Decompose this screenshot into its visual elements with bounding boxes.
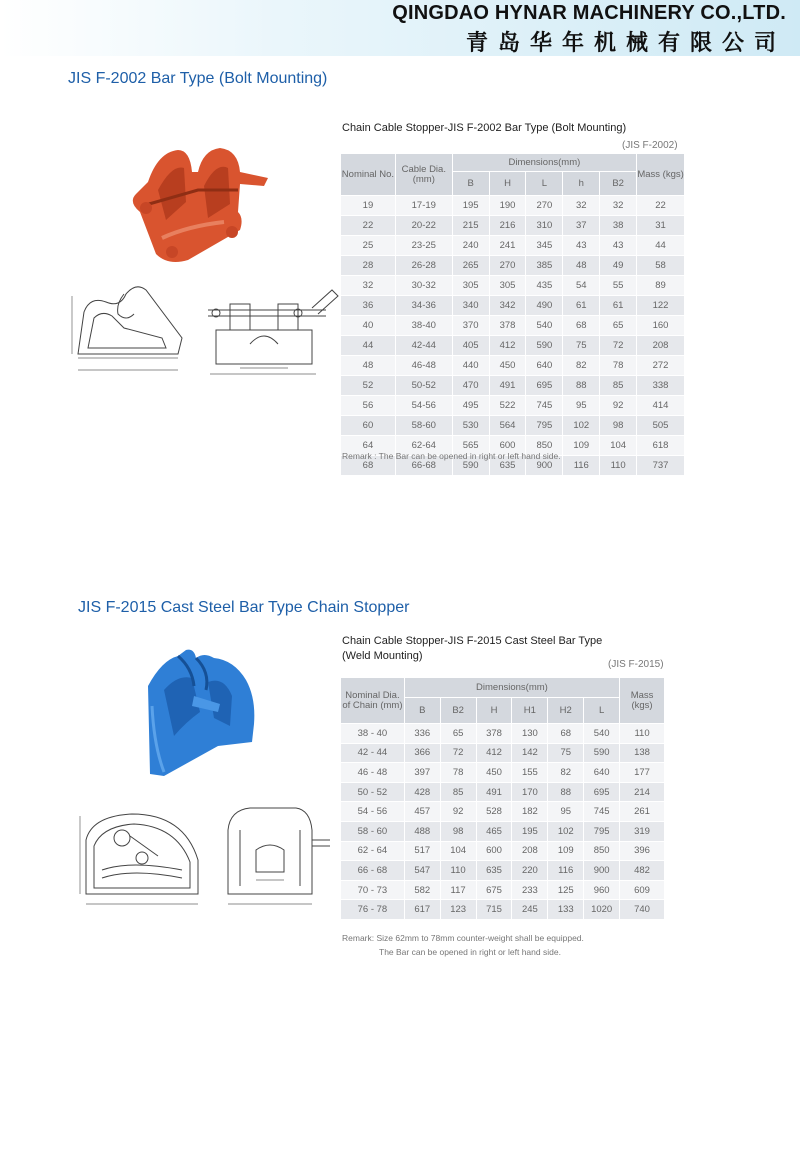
table-cell: 440 (452, 356, 489, 376)
section2-standard-label: (JIS F-2015) (608, 659, 664, 670)
table-cell: 78 (440, 763, 476, 783)
table-cell: 345 (526, 236, 563, 256)
table-cell: 28 (341, 256, 396, 276)
table-cell: 177 (620, 763, 665, 783)
section2-table-caption-line2: (Weld Mounting) (342, 650, 423, 662)
table-cell: 88 (548, 782, 584, 802)
table-cell: 43 (600, 236, 637, 256)
table-cell: 600 (476, 841, 512, 861)
table-row (341, 763, 665, 783)
table-cell: 270 (489, 256, 526, 276)
table-cell: 195 (512, 821, 548, 841)
table-cell: 123 (440, 900, 476, 920)
column-header-l: L (584, 698, 620, 724)
table-cell: 62-64 (395, 436, 452, 456)
table-cell: 48 (341, 356, 396, 376)
table-cell: 590 (452, 456, 489, 476)
table-cell: 490 (526, 296, 563, 316)
column-header-b2: B2 (440, 698, 476, 724)
table-cell: 46 - 48 (341, 763, 405, 783)
table-cell: 49 (600, 256, 637, 276)
table-row (341, 900, 665, 920)
section1-title: JIS F-2002 Bar Type (Bolt Mounting) (68, 70, 328, 87)
section1-remark: Remark : The Bar can be opened in right or left hand side. (342, 451, 561, 461)
table-row (341, 196, 685, 216)
table-cell: 215 (452, 216, 489, 236)
table-cell: 40 (341, 316, 396, 336)
bolt-mounting-stopper-photo (128, 142, 268, 272)
table-cell: 138 (620, 743, 665, 763)
table-cell: 68 (341, 456, 396, 476)
table-cell: 540 (584, 724, 620, 744)
table-row (341, 841, 665, 861)
page-header (0, 0, 800, 56)
table-cell: 182 (512, 802, 548, 822)
table-cell: 412 (476, 743, 512, 763)
table-cell: 565 (452, 436, 489, 456)
table-cell: 116 (548, 861, 584, 881)
column-header-b: B (404, 698, 440, 724)
bolt-mounting-side-drawing (66, 282, 190, 380)
table-cell: 795 (584, 821, 620, 841)
table-cell: 609 (620, 880, 665, 900)
table-cell: 37 (563, 216, 600, 236)
table-cell: 635 (489, 456, 526, 476)
table-cell: 495 (452, 396, 489, 416)
table-cell: 75 (548, 743, 584, 763)
table-cell: 133 (548, 900, 584, 920)
table-cell: 340 (452, 296, 489, 316)
column-header-cable-dia: Cable Dia. (mm) (395, 154, 452, 196)
table-row (341, 880, 665, 900)
table-cell: 109 (563, 436, 600, 456)
table-cell: 319 (620, 821, 665, 841)
table-cell: 1020 (584, 900, 620, 920)
table-cell: 900 (526, 456, 563, 476)
table-cell: 795 (526, 416, 563, 436)
table-cell: 450 (489, 356, 526, 376)
table-cell: 38 - 40 (341, 724, 405, 744)
column-header-dimensions: Dimensions(mm) (404, 678, 619, 698)
table-row (341, 316, 685, 336)
table-cell: 618 (637, 436, 685, 456)
table-cell: 60 (341, 416, 396, 436)
table-cell: 170 (512, 782, 548, 802)
table-cell: 20-22 (395, 216, 452, 236)
table-cell: 450 (476, 763, 512, 783)
table-row (341, 296, 685, 316)
table-row (341, 861, 665, 881)
table-cell: 36 (341, 296, 396, 316)
section2-title: JIS F-2015 Cast Steel Bar Type Chain Stopper (78, 599, 410, 616)
table-cell: 517 (404, 841, 440, 861)
table-row (341, 821, 665, 841)
table-cell: 428 (404, 782, 440, 802)
section2-table-caption-line1: Chain Cable Stopper-JIS F-2015 Cast Steel Bar Type (342, 635, 603, 647)
table-cell: 19 (341, 196, 396, 216)
table-cell: 305 (452, 276, 489, 296)
table-cell: 102 (563, 416, 600, 436)
table-cell: 522 (489, 396, 526, 416)
table-cell: 56 (341, 396, 396, 416)
table-cell: 89 (637, 276, 685, 296)
table-row (341, 376, 685, 396)
table-cell: 465 (476, 821, 512, 841)
table-cell: 385 (526, 256, 563, 276)
table-cell: 310 (526, 216, 563, 236)
table-cell: 617 (404, 900, 440, 920)
table-cell: 61 (563, 296, 600, 316)
table-cell: 22 (341, 216, 396, 236)
table-cell: 590 (526, 336, 563, 356)
table-cell: 214 (620, 782, 665, 802)
table-cell: 26-28 (395, 256, 452, 276)
table-cell: 488 (404, 821, 440, 841)
table-cell: 85 (440, 782, 476, 802)
column-header-b: B (452, 172, 489, 196)
table-cell: 70 - 73 (341, 880, 405, 900)
table-cell: 110 (620, 724, 665, 744)
table-cell: 54 (563, 276, 600, 296)
table-cell: 640 (584, 763, 620, 783)
weld-mounting-side-drawing (72, 800, 212, 910)
table-cell: 336 (404, 724, 440, 744)
table-row (341, 356, 685, 376)
table-row (341, 802, 665, 822)
table-row (341, 724, 665, 744)
company-name-english: QINGDAO HYNAR MACHINERY CO.,LTD. (392, 2, 786, 24)
table-cell: 125 (548, 880, 584, 900)
table-cell: 261 (620, 802, 665, 822)
column-header-nominal-dia: Nominal Dia. of Chain (mm) (341, 678, 405, 724)
table-cell: 72 (440, 743, 476, 763)
table-row (341, 256, 685, 276)
table-cell: 42 - 44 (341, 743, 405, 763)
column-header-h: H (476, 698, 512, 724)
table-cell: 338 (637, 376, 685, 396)
section2-remark-line1: Remark: Size 62mm to 78mm counter-weight shall be equipped. (342, 933, 584, 943)
table-cell: 54 - 56 (341, 802, 405, 822)
column-header-h2: H2 (548, 698, 584, 724)
table-cell: 102 (548, 821, 584, 841)
table-cell: 265 (452, 256, 489, 276)
table-cell: 582 (404, 880, 440, 900)
table-cell: 491 (476, 782, 512, 802)
company-name-chinese: 青岛华年机械有限公司 (465, 31, 786, 56)
table-cell: 590 (584, 743, 620, 763)
table-cell: 540 (526, 316, 563, 336)
table-cell: 23-25 (395, 236, 452, 256)
column-header-mass: Mass (kgs) (637, 154, 685, 196)
section1-table-caption: Chain Cable Stopper-JIS F-2002 Bar Type (Bolt Mounting) (342, 122, 627, 134)
table-cell: 190 (489, 196, 526, 216)
table-cell: 48 (563, 256, 600, 276)
table-row (341, 276, 685, 296)
table-cell: 65 (600, 316, 637, 336)
table-cell: 482 (620, 861, 665, 881)
table-cell: 130 (512, 724, 548, 744)
table-cell: 220 (512, 861, 548, 881)
table-cell: 58 - 60 (341, 821, 405, 841)
table-cell: 110 (440, 861, 476, 881)
table-row (341, 396, 685, 416)
table-cell: 378 (476, 724, 512, 744)
column-header-h1: H1 (512, 698, 548, 724)
table-cell: 396 (620, 841, 665, 861)
table-cell: 92 (440, 802, 476, 822)
table-cell: 38-40 (395, 316, 452, 336)
table-cell: 370 (452, 316, 489, 336)
table-cell: 305 (489, 276, 526, 296)
table-cell: 95 (548, 802, 584, 822)
table-cell: 435 (526, 276, 563, 296)
table-cell: 635 (476, 861, 512, 881)
table-cell: 32 (563, 196, 600, 216)
table-cell: 82 (563, 356, 600, 376)
table-cell: 62 - 64 (341, 841, 405, 861)
table-cell: 52 (341, 376, 396, 396)
table-cell: 122 (637, 296, 685, 316)
table-cell: 65 (440, 724, 476, 744)
table-cell: 42-44 (395, 336, 452, 356)
table-cell: 640 (526, 356, 563, 376)
column-header-nominal-no: Nominal No. (341, 154, 396, 196)
table-cell: 528 (476, 802, 512, 822)
table-cell: 44 (341, 336, 396, 356)
table-row (341, 416, 685, 436)
table-cell: 32 (600, 196, 637, 216)
table-cell: 240 (452, 236, 489, 256)
table-cell: 850 (526, 436, 563, 456)
table-cell: 366 (404, 743, 440, 763)
table-cell: 68 (548, 724, 584, 744)
table-cell: 50 - 52 (341, 782, 405, 802)
table-cell: 58 (637, 256, 685, 276)
table-cell: 64 (341, 436, 396, 456)
table-cell: 61 (600, 296, 637, 316)
table-cell: 31 (637, 216, 685, 236)
table-cell: 104 (440, 841, 476, 861)
column-header-h-small: h (563, 172, 600, 196)
table-cell: 457 (404, 802, 440, 822)
table-cell: 216 (489, 216, 526, 236)
table-row (341, 336, 685, 356)
column-header-b2: B2 (600, 172, 637, 196)
table-cell: 98 (440, 821, 476, 841)
table-row (341, 236, 685, 256)
weld-mounting-front-drawing (214, 800, 334, 910)
weld-mounting-spec-table (340, 677, 665, 920)
table-cell: 34-36 (395, 296, 452, 316)
table-cell: 38 (600, 216, 637, 236)
table-cell: 405 (452, 336, 489, 356)
table-cell: 30-32 (395, 276, 452, 296)
table-cell: 32 (341, 276, 396, 296)
section2-remark-line2: The Bar can be opened in right or left hand side. (379, 947, 561, 957)
table-cell: 55 (600, 276, 637, 296)
table-cell: 68 (563, 316, 600, 336)
table-cell: 470 (452, 376, 489, 396)
table-cell: 155 (512, 763, 548, 783)
table-cell: 378 (489, 316, 526, 336)
table-cell: 208 (512, 841, 548, 861)
table-cell: 117 (440, 880, 476, 900)
table-cell: 98 (600, 416, 637, 436)
bolt-mounting-front-drawing (200, 274, 350, 384)
table-cell: 85 (600, 376, 637, 396)
table-cell: 233 (512, 880, 548, 900)
table-cell: 66 - 68 (341, 861, 405, 881)
table-cell: 95 (563, 396, 600, 416)
table-cell: 412 (489, 336, 526, 356)
table-cell: 530 (452, 416, 489, 436)
table-cell: 50-52 (395, 376, 452, 396)
table-cell: 960 (584, 880, 620, 900)
table-cell: 695 (584, 782, 620, 802)
table-cell: 850 (584, 841, 620, 861)
table-cell: 241 (489, 236, 526, 256)
table-cell: 72 (600, 336, 637, 356)
column-header-mass: Mass (kgs) (620, 678, 665, 724)
table-cell: 245 (512, 900, 548, 920)
table-cell: 43 (563, 236, 600, 256)
table-cell: 505 (637, 416, 685, 436)
column-header-h: H (489, 172, 526, 196)
table-cell: 195 (452, 196, 489, 216)
weld-mounting-stopper-photo (134, 646, 269, 781)
table-cell: 142 (512, 743, 548, 763)
table-cell: 58-60 (395, 416, 452, 436)
table-cell: 22 (637, 196, 685, 216)
table-cell: 270 (526, 196, 563, 216)
table-cell: 414 (637, 396, 685, 416)
table-cell: 160 (637, 316, 685, 336)
table-cell: 66-68 (395, 456, 452, 476)
table-cell: 82 (548, 763, 584, 783)
table-cell: 745 (526, 396, 563, 416)
bolt-mounting-spec-table (340, 153, 685, 476)
column-header-dimensions: Dimensions(mm) (452, 154, 636, 172)
table-cell: 76 - 78 (341, 900, 405, 920)
table-cell: 737 (637, 456, 685, 476)
table-cell: 110 (600, 456, 637, 476)
table-row (341, 216, 685, 236)
column-header-l: L (526, 172, 563, 196)
section1-standard-label: (JIS F-2002) (622, 140, 678, 151)
table-row (341, 743, 665, 763)
table-cell: 46-48 (395, 356, 452, 376)
table-cell: 78 (600, 356, 637, 376)
table-cell: 342 (489, 296, 526, 316)
table-row (341, 782, 665, 802)
table-cell: 745 (584, 802, 620, 822)
table-cell: 900 (584, 861, 620, 881)
table-cell: 715 (476, 900, 512, 920)
table-cell: 564 (489, 416, 526, 436)
table-cell: 92 (600, 396, 637, 416)
table-cell: 397 (404, 763, 440, 783)
table-cell: 600 (489, 436, 526, 456)
table-cell: 44 (637, 236, 685, 256)
table-cell: 104 (600, 436, 637, 456)
table-cell: 116 (563, 456, 600, 476)
table-cell: 547 (404, 861, 440, 881)
table-cell: 17-19 (395, 196, 452, 216)
table-cell: 109 (548, 841, 584, 861)
table-cell: 695 (526, 376, 563, 396)
table-cell: 491 (489, 376, 526, 396)
table-cell: 208 (637, 336, 685, 356)
table-cell: 88 (563, 376, 600, 396)
table-cell: 272 (637, 356, 685, 376)
table-cell: 740 (620, 900, 665, 920)
table-cell: 75 (563, 336, 600, 356)
table-cell: 675 (476, 880, 512, 900)
table-cell: 25 (341, 236, 396, 256)
table-cell: 54-56 (395, 396, 452, 416)
